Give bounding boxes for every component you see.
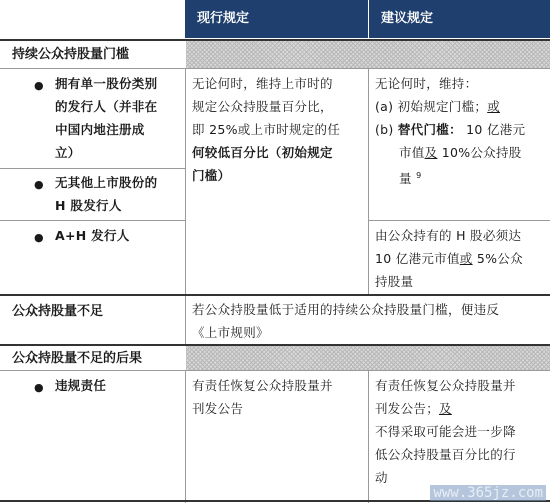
row-violation-label: 违规责任 [55, 378, 107, 393]
bullet-icon: ● [34, 178, 44, 191]
bullet-icon: ● [34, 231, 44, 244]
row-a-h-proposed: 由公众持有的 H 股必须达 10 亿港元市值或 5%公众 持股量 [375, 228, 523, 289]
row-single-class-proposed: 无论何时，维持： (a) 初始规定门槛；或 (b) 替代门槛： 10 亿港元 市值及 10%公众持股 量 $^9$ [375, 76, 526, 187]
section-consequences: 公众持股量不足的后果 [12, 351, 143, 366]
section-hatch [186, 346, 550, 370]
header-proposed: 建议规定 [369, 0, 550, 38]
bullet-icon: ● [34, 79, 44, 92]
watermark: www.365jz.com [430, 485, 546, 501]
insufficient-text: 若公众持股量低于适用的持续公众持股量门槛，便违反 《上市规则》 [192, 302, 500, 340]
bullet-icon: ● [34, 381, 44, 394]
section-hatch [186, 41, 550, 68]
footnote-marker: 9 [416, 171, 422, 180]
section-continuing-threshold: 持续公众持股量门槛 [12, 47, 130, 62]
row-violation-current: 有责任恢复公众持股量并 刊发公告 [192, 378, 333, 416]
row-violation-proposed: 有责任恢复公众持股量并 刊发公告；及 不得采取可能会进一步降 低公众持股量百分比的行 动 [375, 378, 516, 485]
header-current: 现行规定 [185, 0, 368, 38]
row-single-class-label: 拥有单一股份类别 的发行人（并非在 中国内地注册成 立） [55, 76, 158, 160]
row-single-class-current: 无论何时，维持上市时的 规定公众持股量百分比， 即 25%或上市时规定的任 何较低百分比（初始规定 门槛） [192, 76, 341, 183]
section-insufficient: 公众持股量不足 [12, 304, 104, 319]
row-h-share-label: 无其他上市股份的 H 股发行人 [55, 175, 158, 213]
row-a-h-label: A+H 发行人 [55, 228, 130, 243]
